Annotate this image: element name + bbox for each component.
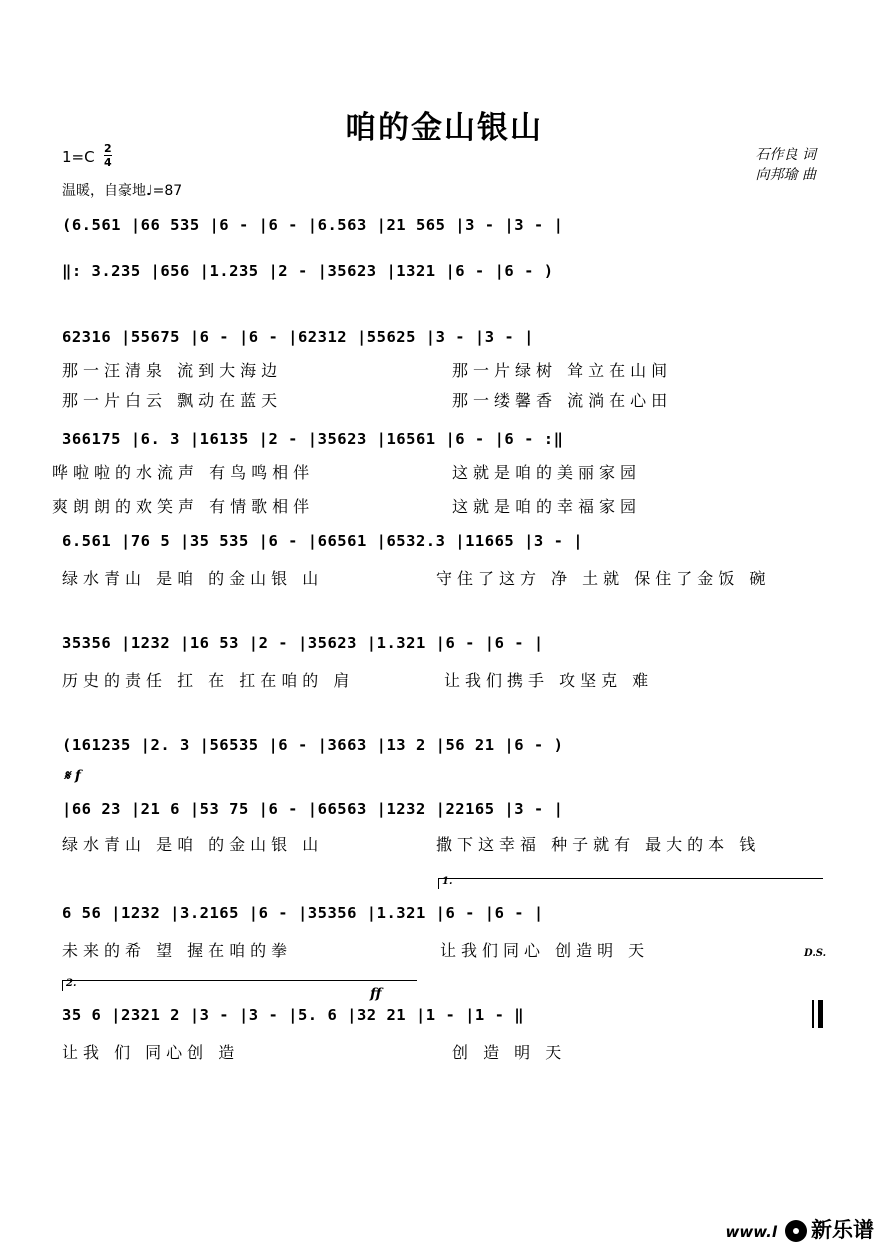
key-signature: 1=C	[62, 148, 95, 166]
lyric-line: 让我 们 同心创 造	[62, 1043, 240, 1062]
fortissimo-mark: ff	[370, 986, 382, 1002]
lyric-line: 这就是咱的美丽家园	[452, 463, 642, 482]
lyric-line: 历史的责任 扛 在 扛在咱的 肩	[62, 671, 355, 690]
lyric-line: 那一汪清泉 流到大海边	[62, 361, 283, 380]
lyric-line: 绿水青山 是咱 的金山银 山	[62, 569, 324, 588]
tempo-marking: 温暖，自豪地♩=87	[62, 183, 183, 199]
lyric-line: 绿水青山 是咱 的金山银 山	[62, 835, 324, 854]
time-signature: 2 4	[104, 142, 112, 169]
lyric-line: 这就是咱的幸福家园	[452, 497, 642, 516]
score-line-9: 6 56 |1232 |3.2165 |6 - |35356 |1.321 |6 - |6 - |	[62, 904, 544, 922]
lyric-line: 哗啦啦的水流声 有鸟鸣相伴	[52, 463, 315, 482]
segno-dynamic: 𝄋 f	[64, 768, 81, 784]
score-line-1: (6.561 |66 535 |6 - |6 - |6.563 |21 565 |3 - |3 - |	[62, 216, 564, 234]
lyric-line: 那一片绿树 耸立在山间	[452, 361, 673, 380]
final-barline-thick	[818, 1000, 823, 1028]
lyric-line: 让我们同心 创造明 天	[440, 941, 650, 960]
lyric-line: 让我们携手 攻坚克 难	[444, 671, 654, 690]
composer-credit: 向邦瑜 曲	[755, 167, 816, 183]
volta-1-label: 1.	[442, 876, 453, 887]
score-line-4: 366175 |6. 3 |16135 |2 - |35623 |16561 |6 - |6 - :‖	[62, 430, 564, 448]
lyric-line: 未来的希 望 握在咱的拳	[62, 941, 293, 960]
site-brand	[726, 1214, 874, 1244]
score-line-5: 6.561 |76 5 |35 535 |6 - |66561 |6532.3 |11665 |3 - |	[62, 532, 584, 550]
lyric-line: 那一片白云 飘动在蓝天	[62, 391, 283, 410]
lyric-line: 爽朗朗的欢笑声 有情歌相伴	[52, 497, 315, 516]
score-line-3: 62316 |55675 |6 - |6 - |62312 |55625 |3 - |3 - |	[62, 328, 534, 346]
score-line-7: (161235 |2. 3 |56535 |6 - |3663 |13 2 |56 21 |6 - )	[62, 736, 564, 754]
lyric-line: 创 造 明 天	[452, 1043, 567, 1062]
score-line-8: |66 23 |21 6 |53 75 |6 - |66563 |1232 |22165 |3 - |	[62, 800, 564, 818]
volta-2-label: 2.	[66, 978, 77, 989]
lyric-line: 那一缕馨香 流淌在心田	[452, 391, 673, 410]
dal-segno-mark: D.S.	[804, 948, 827, 959]
record-disc-icon	[785, 1220, 807, 1242]
brand-name: 新乐谱	[811, 1218, 874, 1242]
page-title: 咱的金山银山	[345, 110, 543, 146]
brand-url: www.l	[725, 1223, 777, 1241]
score-line-2: ‖: 3.235 |656 |1.235 |2 - |35623 |1321 |6 - |6 - )	[62, 262, 554, 280]
score-line-6: 35356 |1232 |16 53 |2 - |35623 |1.321 |6 - |6 - |	[62, 634, 544, 652]
volta-bracket-2	[62, 980, 417, 991]
final-barline-thin	[812, 1000, 814, 1028]
lyricist-credit: 石作良 词	[755, 147, 816, 163]
volta-bracket-1	[438, 878, 823, 889]
score-line-10: 35 6 |2321 2 |3 - |3 - |5. 6 |32 21 |1 - |1 - ‖	[62, 1006, 525, 1024]
lyric-line: 守住了这方 净 土就 保住了金饭 碗	[436, 569, 771, 588]
lyric-line: 撒下这幸福 种子就有 最大的本 钱	[436, 835, 761, 854]
